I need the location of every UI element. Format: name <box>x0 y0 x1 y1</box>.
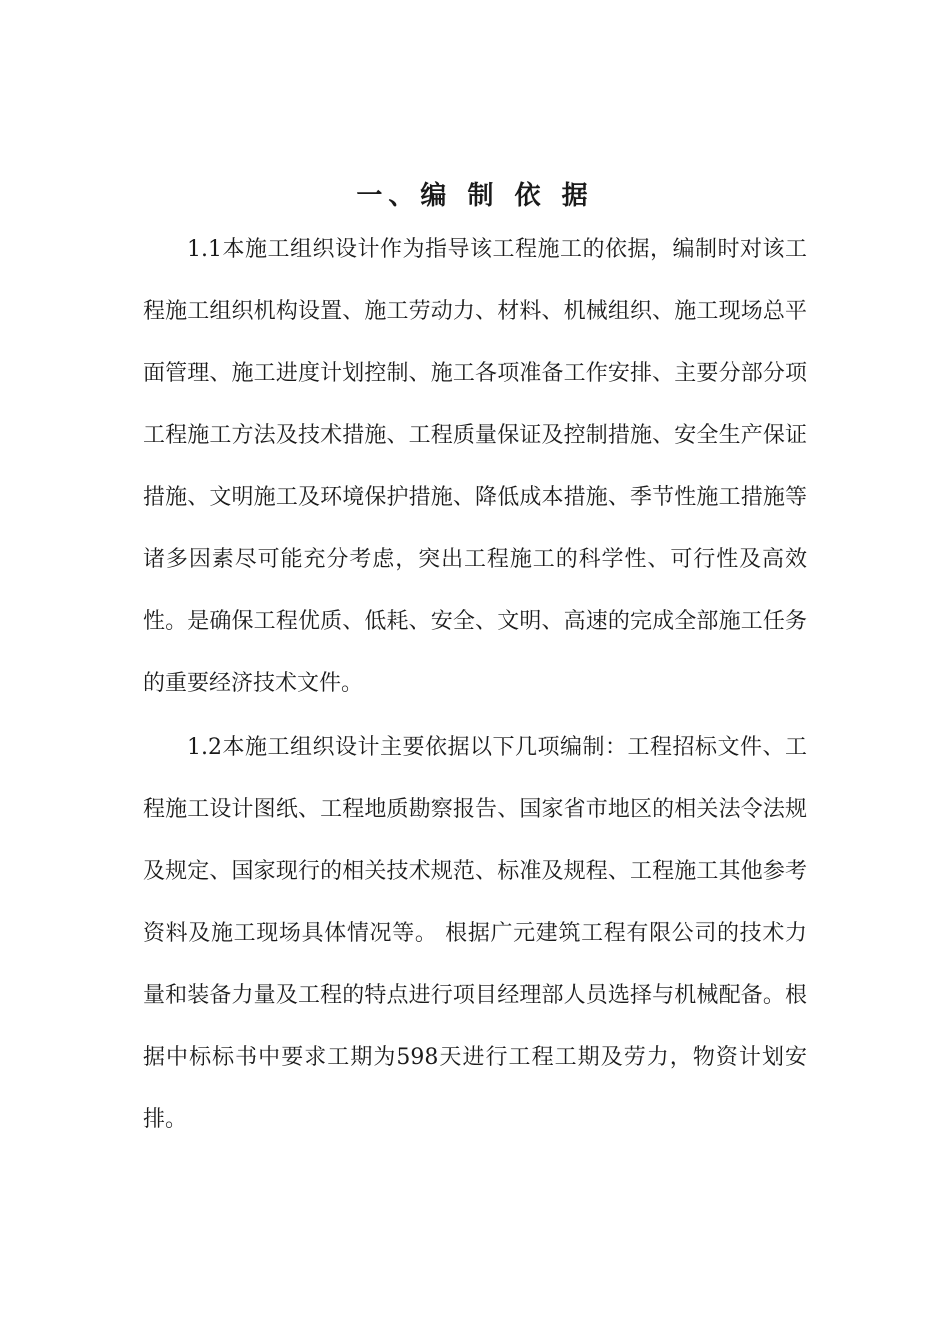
paragraph-1-1: 1.1本施工组织设计作为指导该工程施工的依据，编制时对该工程施工组织机构设置、施工劳动力、材料、机械组织、施工现场总平面管理、施工进度计划控制、施工各项准备工作安排、主要分部分项工程施工方法及技术措施、工程质量保证及控制措施、安全生产保证措施、文明施工及环境保护措施、降低成本措施、季节性施工措施等诸多因素尽可能充分考虑，突出工程施工的科学性、可行性及高效性。是确保工程优质、低耗、安全、文明、高速的完成全部施工任务的重要经济技术文件。 <box>143 237 807 696</box>
paragraph-1-2: 1.2本施工组织设计主要依据以下几项编制：工程招标文件、工程施工设计图纸、工程地质勘察报告、国家省市地区的相关法令法规及规定、国家现行的相关技术规范、标准及规程、工程施工其他参考资料及施工现场具体情况等。 根据广元建筑工程有限公司的技术力量和装备力量及工程的特点进行项目经理部人员选择与机械配备。根据中标标书中要求工期为598天进行工程工期及劳力，物资计划安排。 <box>143 735 807 1132</box>
section-title: 一、编 制 依 据 <box>356 181 594 211</box>
